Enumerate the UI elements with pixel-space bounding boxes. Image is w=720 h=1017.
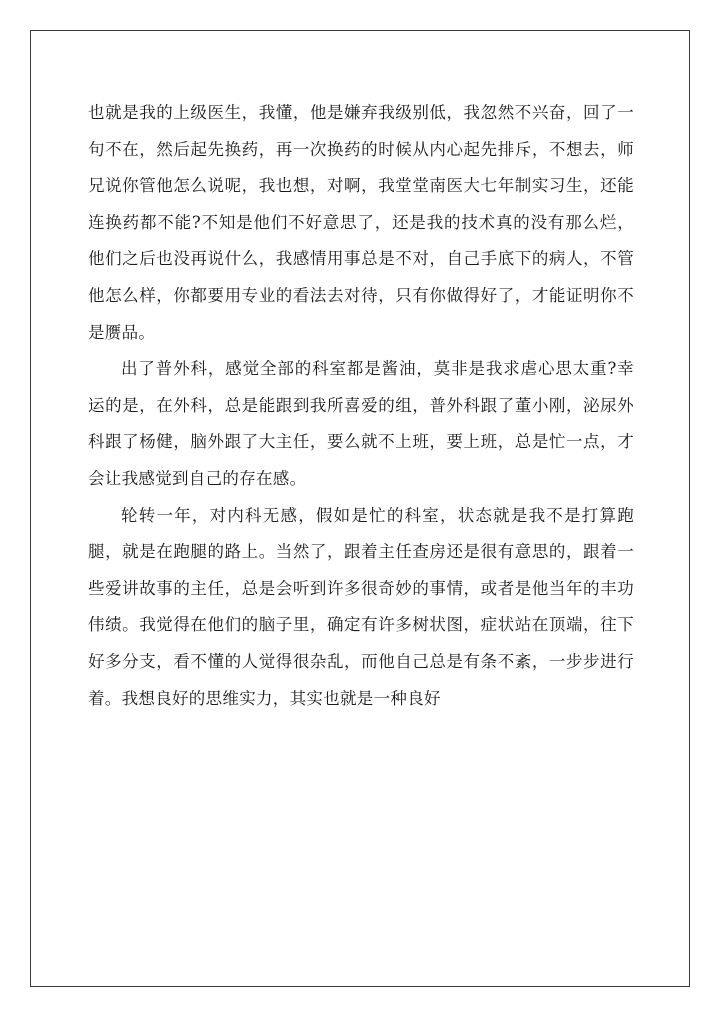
document-body (88, 95, 634, 717)
paragraph-2: 出了普外科，感觉全部的科室都是酱油，莫非是我求虐心思太重?幸运的是，在外科，总是能跟到我所喜爱的组，普外科跟了董小刚，泌尿外科跟了杨健，脑外跟了大主任，要么就不上班，要上班，总是忙一点，才会让我感觉到自己的存在感。 (88, 359, 634, 488)
paragraph-1: 也就是我的上级医生，我懂，他是嫌弃我级别低，我忽然不兴奋，回了一句不在，然后起先换药，再一次换药的时候从内心起先排斥，不想去，师兄说你管他怎么说呢，我也想，对啊，我堂堂南医大七年制实习生，还能连换药都不能?不知是他们不好意思了，还是我的技术真的没有那么烂，他们之后也没再说什么，我感情用事总是不对，自己手底下的病人，不管他怎么样，你都要用专业的看法去对待，只有你做得好了，才能证明你不是赝品。 (88, 103, 634, 342)
paragraph-3: 轮转一年，对内科无感，假如是忙的科室，状态就是我不是打算跑腿，就是在跑腿的路上。当然了，跟着主任查房还是很有意思的，跟着一些爱讲故事的主任，总是会听到许多很奇妙的事情，或者是他当年的丰功伟绩。我觉得在他们的脑子里，确定有许多树状图，症状站在顶端，往下好多分支，看不懂的人觉得很杂乱，而他自己总是有条不紊，一步步进行着。我想良好的思维实力，其实也就是一种良好 (88, 505, 634, 708)
